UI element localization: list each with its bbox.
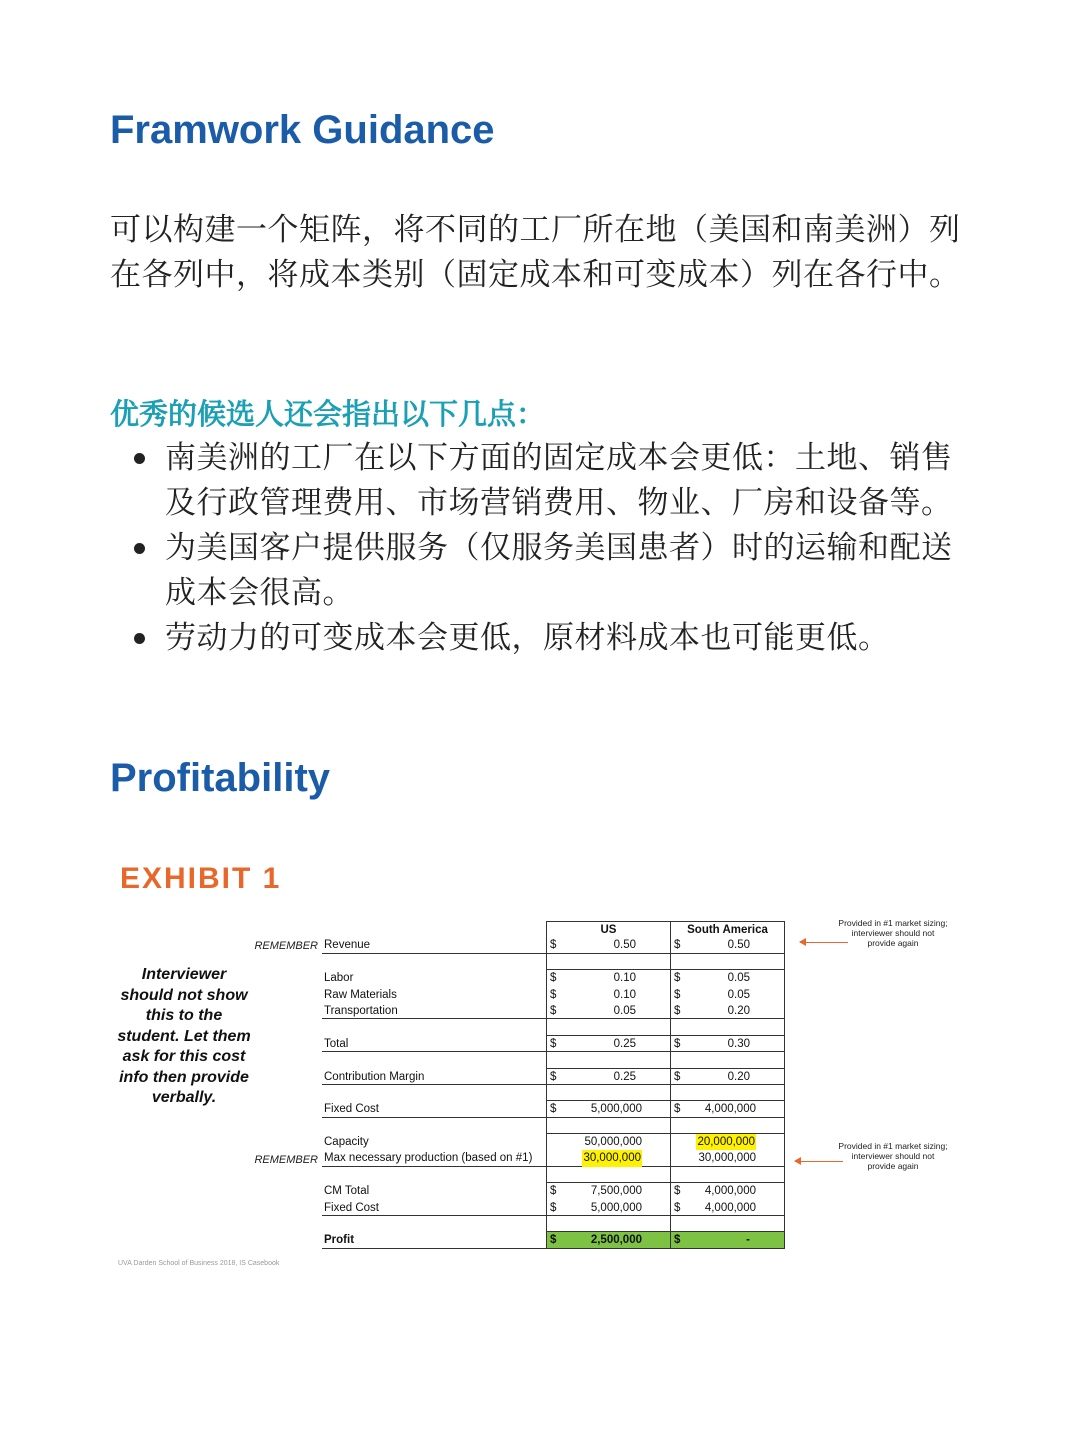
currency-sign: $ [674, 939, 681, 952]
value-sa: 4,000,000 [704, 1185, 756, 1198]
column-header-us: US [546, 921, 670, 937]
interviewer-note: Interviewer should not show this to the student. Let them ask for this cost info then provide verbally. [117, 966, 251, 1106]
table-row [322, 1200, 785, 1216]
table-row [322, 1134, 785, 1150]
list-item-text: 为美国客户提供服务（仅服务美国患者）时的运输和配送成本会很高。 [165, 530, 953, 611]
row-label: Contribution Margin [322, 1069, 546, 1085]
value-sa: 0.30 [727, 1037, 750, 1050]
source-footer: UVA Darden School of Business 2018, IS Casebook [118, 1260, 280, 1267]
list-item-text: 劳动力的可变成本会更低，原材料成本也可能更低。 [165, 620, 890, 656]
list-item [110, 616, 980, 661]
arrow-icon [795, 1161, 843, 1162]
spacer-row [322, 1085, 785, 1101]
list-item-text: 南美洲的工厂在以下方面的固定成本会更低：土地、销售及行政管理费用、市场营销费用、物业、厂房和设备等。 [165, 440, 953, 521]
row-label: Raw Materials [324, 988, 397, 1001]
currency-sign: $ [550, 1070, 557, 1083]
value-sa: 0.05 [727, 972, 750, 985]
currency-sign: $ [550, 1234, 557, 1247]
value-us: 0.25 [613, 1070, 636, 1083]
value-sa: 0.05 [727, 988, 750, 1001]
column-header-south-america: South America [670, 921, 785, 937]
table-row [322, 1101, 785, 1117]
value-us: 0.05 [613, 1004, 636, 1017]
intro-paragraph: 可以构建一个矩阵，将不同的工厂所在地（美国和南美洲）列在各列中，将成本类别（固定成本和可变成本）列在各行中。 [110, 212, 961, 293]
value-us-highlighted: 30,000,000 [582, 1150, 642, 1166]
table-row [322, 1150, 785, 1166]
currency-sign: $ [550, 988, 557, 1001]
row-label: Profit [322, 1232, 546, 1248]
row-label: Total [322, 1036, 546, 1052]
currency-sign: $ [550, 1037, 557, 1050]
section-title-framework: Framwork Guidance [110, 108, 495, 152]
market-sizing-annotation: Provided in #1 market sizing; interviewer should not provide again [838, 918, 948, 948]
currency-sign: $ [674, 1234, 681, 1247]
row-label: Labor [324, 972, 354, 985]
spacer-row [322, 1216, 785, 1232]
currency-sign: $ [674, 972, 681, 985]
spacer-row [322, 1019, 785, 1035]
currency-sign: $ [674, 988, 681, 1001]
market-sizing-annotation: Provided in #1 market sizing; interviewer should not provide again [838, 1141, 948, 1171]
section-title-profitability: Profitability [110, 756, 331, 800]
row-label: Max necessary production (based on #1) [322, 1150, 546, 1166]
value-us: 0.50 [613, 939, 636, 952]
table-row [322, 937, 785, 953]
spacer-row [322, 1052, 785, 1068]
value-us: 5,000,000 [590, 1201, 642, 1214]
value-sa: 30,000,000 [698, 1152, 756, 1165]
currency-sign: $ [550, 972, 557, 985]
spacer-row [322, 954, 785, 970]
remember-label: REMEMBER [254, 940, 318, 952]
value-sa: 4,000,000 [704, 1201, 756, 1214]
value-sa: 0.50 [727, 939, 750, 952]
row-label: Fixed Cost [322, 1200, 546, 1216]
table-row [322, 1069, 785, 1085]
currency-sign: $ [550, 1185, 557, 1198]
candidate-subheading: 优秀的候选人还会指出以下几点： [110, 397, 546, 431]
points-list [110, 436, 980, 661]
bullet-icon [134, 543, 145, 554]
value-sa-highlighted: 20,000,000 [696, 1134, 756, 1150]
table-row [322, 987, 785, 1003]
value-us: 7,500,000 [590, 1185, 642, 1198]
value-us: 5,000,000 [590, 1103, 642, 1116]
cost-table [322, 921, 785, 1249]
currency-sign: $ [674, 1185, 681, 1198]
row-label: Transportation [322, 1003, 546, 1019]
list-item [110, 526, 980, 616]
row-label: CM Total [324, 1185, 370, 1198]
table-row [322, 970, 785, 986]
exhibit-label: EXHIBIT 1 [120, 862, 282, 895]
spacer-row [322, 1118, 785, 1134]
table-row [322, 1232, 785, 1248]
table-header [322, 921, 785, 937]
value-sa: 0.20 [727, 1004, 750, 1017]
value-us: 50,000,000 [584, 1136, 642, 1149]
currency-sign: $ [674, 1037, 681, 1050]
row-label: Fixed Cost [322, 1101, 546, 1117]
value-sa: 0.20 [727, 1070, 750, 1083]
table-row [322, 1183, 785, 1199]
currency-sign: $ [550, 1103, 557, 1116]
currency-sign: $ [674, 1070, 681, 1083]
row-label: Revenue [322, 937, 546, 953]
table-row [322, 1036, 785, 1052]
value-sa: 4,000,000 [704, 1103, 756, 1116]
value-us: 0.25 [613, 1037, 636, 1050]
currency-sign: $ [550, 1201, 557, 1214]
spacer-row [322, 1167, 785, 1183]
bullet-icon [134, 453, 145, 464]
remember-label: REMEMBER [254, 1154, 318, 1166]
value-us: 0.10 [613, 988, 636, 1001]
currency-sign: $ [550, 1004, 557, 1017]
value-sa: - [746, 1234, 750, 1247]
currency-sign: $ [550, 939, 557, 952]
bullet-icon [134, 633, 145, 644]
currency-sign: $ [674, 1103, 681, 1116]
list-item [110, 436, 980, 526]
value-us: 0.10 [613, 972, 636, 985]
currency-sign: $ [674, 1004, 681, 1017]
value-us: 2,500,000 [590, 1234, 642, 1247]
table-row [322, 1003, 785, 1019]
row-label: Capacity [324, 1136, 369, 1149]
currency-sign: $ [674, 1201, 681, 1214]
